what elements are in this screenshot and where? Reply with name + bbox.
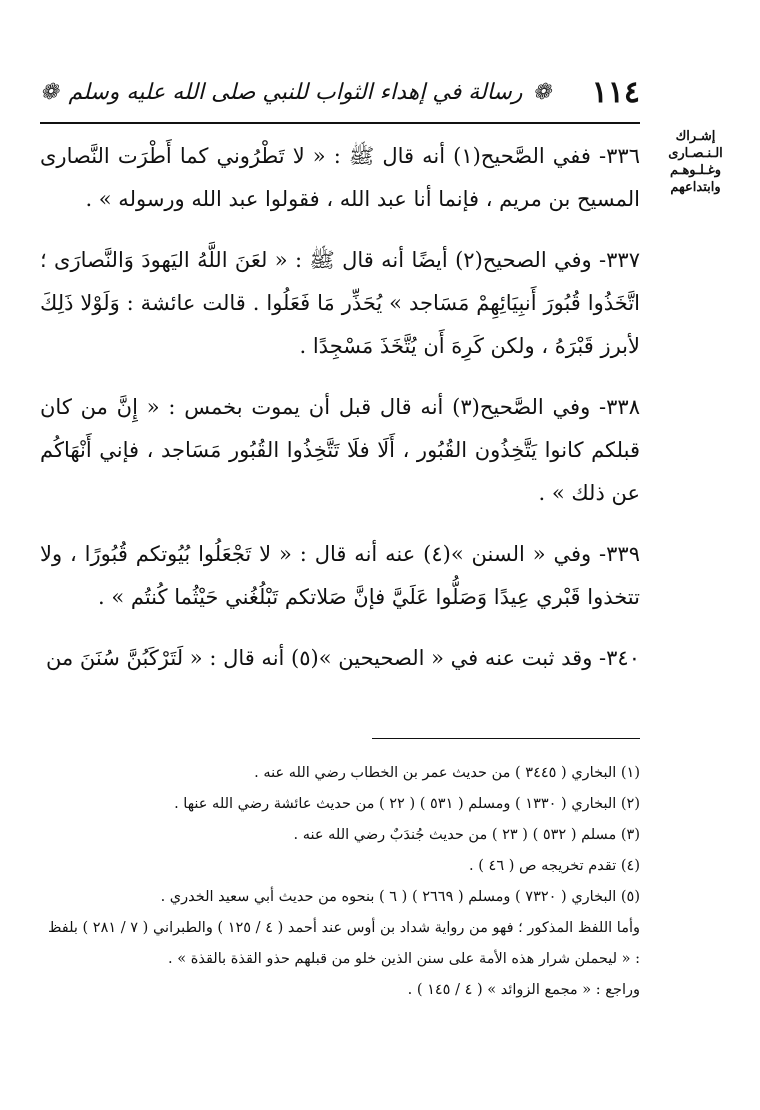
- footnote-5: (٥) البخاري ( ٧٣٢٠ ) ومسلم ( ٢٦٦٩ ) ( ٦ ) بنحوه من حديث أبي سعيد الخدري .: [160, 889, 640, 905]
- footnote-3: (٣) مسلم ( ٥٣٢ ) ( ٢٣ ) من حديث جُندَبٌ رضي الله عنه .: [293, 827, 640, 843]
- footnotes: [40, 758, 640, 1006]
- paragraph-text: وفي الصَّحيح(٣) أنه قال قبل أن يموت بخمس : « إِنَّ من كان قبلكم كانوا يَتَّخِذُون القُبُور ، أَلَا فلَا تَتَّخِذُوا القُبُور مَسَاجد ، فإني أَنْهَاكُم عن ذلك » .: [40, 395, 640, 505]
- paragraph-text: وقد ثبت عنه في « الصحيحين »(٥) أنه قال : « لَتَرْكَبُنَّ سُنَنَ من: [45, 646, 593, 670]
- flower-ornament-icon: ❁: [532, 79, 551, 105]
- footnote-rule: [372, 738, 640, 739]
- running-head: [40, 80, 551, 105]
- footnote-5-see-also: وراجع : « مجمع الزوائد » ( ٤ / ١٤٥ ) .: [407, 982, 640, 998]
- margin-note-line: الـنـصـارى: [668, 146, 723, 161]
- margin-note: [648, 128, 743, 196]
- paragraph-number: ٣٣٧-: [591, 248, 640, 272]
- footnote-1: (١) البخاري ( ٣٤٤٥ ) من حديث عمر بن الخطاب رضي الله عنه .: [254, 765, 640, 781]
- paragraph-text: ففي الصَّحيح(١) أنه قال ﷺ : « لا تَطْرُوني كما أَطْرَت النَّصارى المسيح بن مريم ، فإنما أنا عبد الله ، فقولوا عبد الله ورسوله » .: [40, 144, 640, 211]
- margin-note-line: وابتداعهم: [670, 180, 721, 195]
- paragraph-number: ٣٣٦-: [590, 144, 640, 168]
- page-header: [40, 62, 640, 122]
- paragraph-number: ٣٣٨-: [590, 395, 640, 419]
- paragraph-number: ٣٣٩-: [591, 542, 640, 566]
- main-text: [40, 135, 640, 698]
- paragraph-337: [40, 239, 640, 368]
- paragraph-336: [40, 135, 640, 221]
- header-rule: [40, 122, 640, 124]
- flower-ornament-icon: ❁: [40, 79, 59, 105]
- paragraph-340: [40, 637, 640, 680]
- footnote-4: (٤) تقدم تخريجه ص ( ٤٦ ) .: [469, 858, 640, 874]
- footnote-5-continued: وأما اللفظ المذكور ؛ فهو من رواية شداد بن أوس عند أحمد ( ٤ / ١٢٥ ) والطبراني ( ٧ / ٢٨١ ) بلفظ : « ليحملن شرار هذه الأمة على سنن الذين خلو من قبلهم حذو القذة بالقذة » .: [47, 920, 640, 967]
- paragraph-number: ٣٤٠-: [592, 646, 640, 670]
- paragraph-339: [40, 533, 640, 619]
- running-head-title: رسالة في إهداء الثواب للنبي صلى الله عليه وسلم: [68, 79, 523, 105]
- paragraph-text: وفي « السنن »(٤) عنه أنه قال : « لا تَجْعَلُوا بُيُوتكم قُبُورًا ، ولا تتخذوا قَبْري عِيدًا وَصَلُّوا عَلَيَّ فإنَّ صَلاتكم تَبْلُغُني حَيْثُما كُنتُم » .: [40, 542, 640, 609]
- footnote-2: (٢) البخاري ( ١٣٣٠ ) ومسلم ( ٥٣١ ) ( ٢٢ ) من حديث عائشة رضي الله عنها .: [174, 796, 640, 812]
- margin-note-line: إشـراك: [675, 129, 716, 144]
- margin-note-line: وغـلـوهـم: [669, 163, 722, 178]
- paragraph-338: [40, 386, 640, 515]
- page-number: ١١٤: [591, 74, 640, 110]
- paragraph-text: وفي الصحيح(٢) أيضًا أنه قال ﷺ : « لعَنَ اللَّهُ اليَهودَ وَالنَّصارَى ؛ اتَّخَذُوا قُبُورَ أَنبِيَائِهِمْ مَسَاجد » يُحَذِّر مَا فَعَلُوا . قالت عائشة : وَلَوْلا ذَلِكَ لأبرز قَبْرَهُ ، ولكن كَرِهَ أَن يُتَّخَذَ مَسْجِدًا .: [40, 248, 640, 358]
